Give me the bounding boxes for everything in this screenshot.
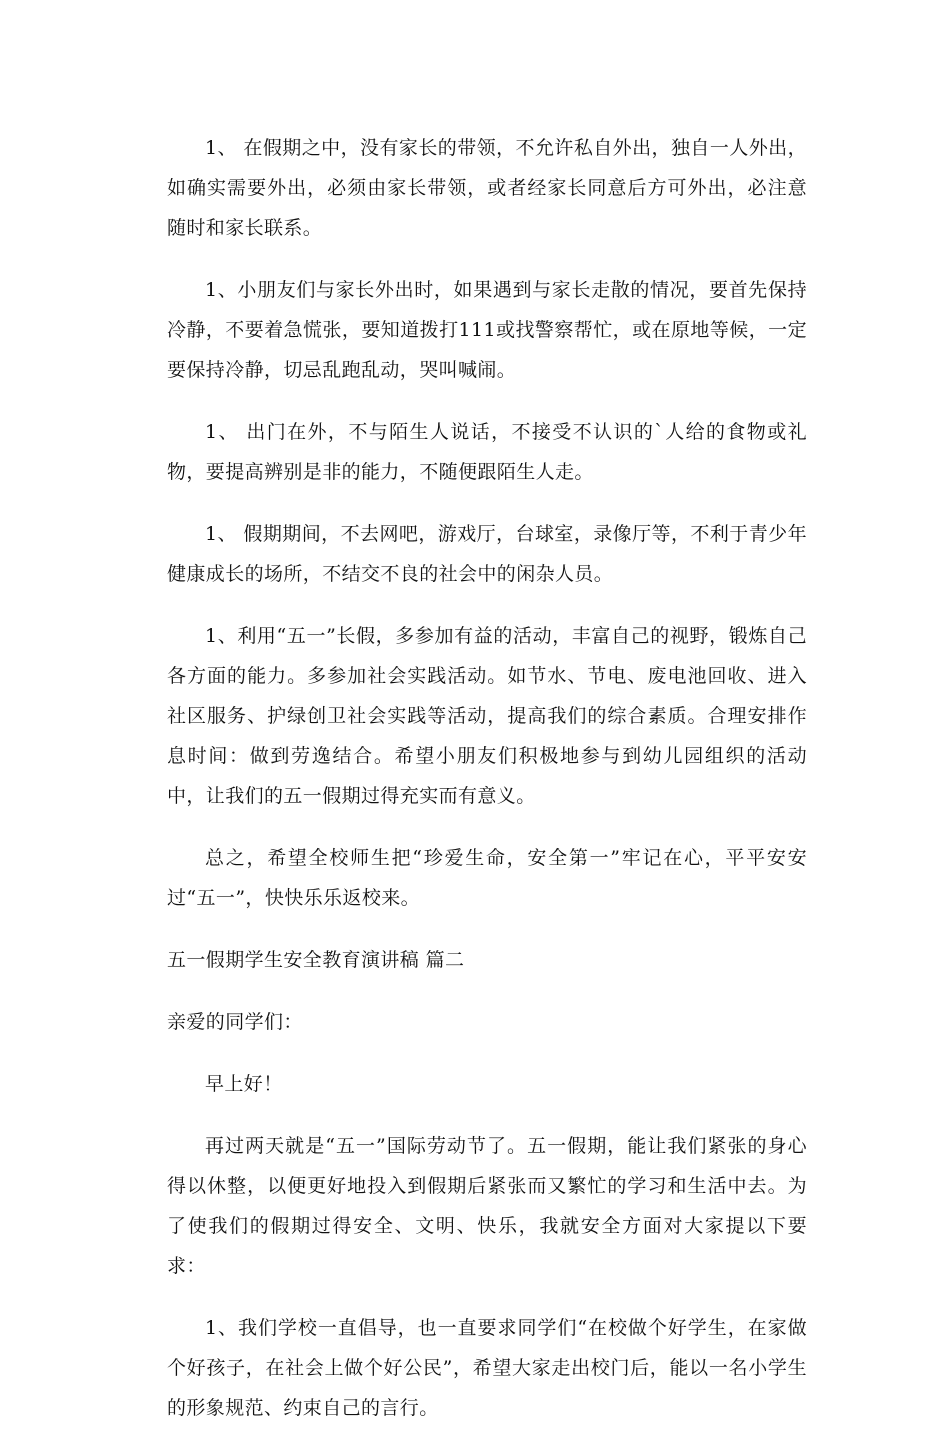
paragraph-11: 1、我们学校一直倡导，也一直要求同学们“在校做个好学生，在家做个好孩子，在社会上做个好公民”，希望大家走出校门后，能以一名小学生的形象规范、约束自己的言行。 — [167, 1317, 807, 1419]
paragraph-1: 1、 在假期之中，没有家长的带领，不允许私自外出，独自一人外出，如确实需要外出，必须由家长带领，或者经家长同意后方可外出，必注意随时和家长联系。 — [167, 137, 807, 239]
paragraph-6: 总之，希望全校师生把“珍爱生命，安全第一”牢记在心，平平安安过“五一”，快快乐乐返校来。 — [167, 847, 807, 909]
section-heading: 五一假期学生安全教育演讲稿 篇二 — [167, 949, 465, 971]
paragraph-4: 1、 假期期间，不去网吧，游戏厅，台球室，录像厅等，不利于青少年健康成长的场所，不结交不良的社会中的闲杂人员。 — [167, 523, 807, 585]
paragraph-5: 1、利用“五一”长假，多参加有益的活动，丰富自己的视野，锻炼自己各方面的能力。多参加社会实践活动。如节水、节电、废电池回收、进入社区服务、护绿创卫社会实践等活动，提高我们的综合素质。合理安排作息时间：做到劳逸结合。希望小朋友们积极地参与到幼儿园组织的活动中，让我们的五一假期过得充实而有意义。 — [167, 625, 807, 807]
salutation: 亲爱的同学们： — [167, 1011, 303, 1033]
paragraph-10: 再过两天就是“五一”国际劳动节了。五一假期，能让我们紧张的身心得以休整，以便更好地投入到假期后紧张而又繁忙的学习和生活中去。为了使我们的假期过得安全、文明、快乐，我就安全方面对大家提以下要求： — [167, 1135, 807, 1277]
paragraph-3: 1、 出门在外，不与陌生人说话，不接受不认识的`人给的食物或礼物，要提高辨别是非的能力，不随便跟陌生人走。 — [167, 421, 807, 483]
document-body — [167, 128, 807, 1450]
paragraph-2: 1、小朋友们与家长外出时，如果遇到与家长走散的情况，要首先保持冷静，不要着急慌张，要知道拨打111或找警察帮忙，或在原地等候，一定要保持冷静，切忌乱跑乱动，哭叫喊闹。 — [167, 279, 807, 381]
greeting: 早上好！ — [205, 1073, 283, 1095]
